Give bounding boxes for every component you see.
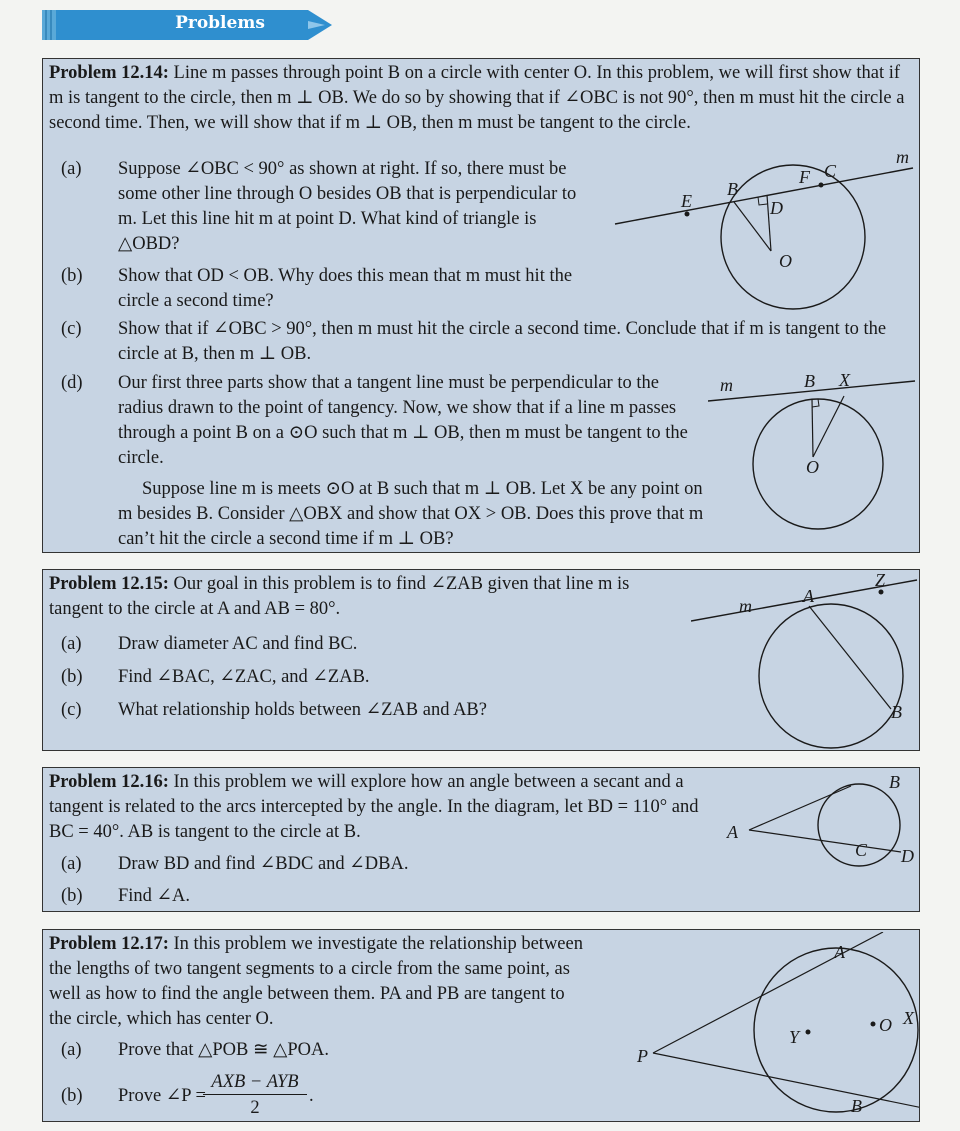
section-header <box>42 10 332 40</box>
problem-12-16 <box>42 767 920 912</box>
figure-tangent-chord <box>691 572 919 750</box>
section-title: Problems <box>175 13 265 33</box>
label-F: F <box>799 167 810 187</box>
figure-two-tangents <box>583 932 919 1120</box>
problem-12-17-intro <box>49 932 589 1032</box>
part-text: Find ∠BAC, ∠ZAC, and ∠ZAB. <box>118 667 370 687</box>
problem-12-14 <box>42 58 920 553</box>
part-d-continued <box>118 477 708 552</box>
problem-12-15 <box>42 569 920 751</box>
problem-title: Problem 12.16: <box>49 772 169 792</box>
figure-secant-tangent <box>723 770 919 910</box>
part-text: Show that if ∠OBC > 90°, then m must hit the circle a second time. Conclude that if m is tangent to the circle at B, then m ⊥ OB. <box>118 319 887 364</box>
label-E: E <box>681 191 692 211</box>
part-text: Suppose line m is meets ⊙O at B such that m ⊥ OB. Let X be any point on m besides B. Consider △OBX and show that OX > OB. Does this prove that m can’t hit the circle a second time if m ⊥ OB? <box>118 479 704 549</box>
label-D: D <box>770 198 783 218</box>
label-A: A <box>803 586 814 606</box>
part-label: (b) <box>61 266 83 286</box>
problem-intro-text: Our goal in this problem is to find ∠ZAB given that line m is tangent to the circle at A and AB = 80°. <box>49 574 630 619</box>
fraction-denominator: 2 <box>250 1098 260 1118</box>
part-text: Suppose ∠OBC < 90° as shown at right. If so, there must be some other line through O besides OB that is perpendicular to m. Let this line hit m at point D. What kind of triangle is △OBD? <box>118 159 577 254</box>
problem-intro-text: In this problem we investigate the relationship between the lengths of two tangent segments to a circle from the same point, as well as how to find the angle between them. PA and PB are tangent to the circle, which has center O. <box>49 934 583 1029</box>
part-text: Prove that △POB ≅ △POA. <box>118 1040 329 1060</box>
label-O: O <box>879 1015 892 1035</box>
part-label: (a) <box>61 854 82 874</box>
figure-perpendicular-radius <box>708 369 920 544</box>
label-X: X <box>903 1008 914 1028</box>
problem-12-17 <box>42 929 920 1122</box>
label-m: m <box>739 596 752 616</box>
problem-intro-text: Line m passes through point B on a circle with center O. In this problem, we will first show that if m is tangent to the circle, then m ⊥ OB. We do so by showing that if ∠OBC is not 90°, then m must hit the circle a second time. Then, we will show that if m ⊥ OB, then m must be tangent to the circle. <box>49 63 905 133</box>
part-label: (a) <box>61 1040 82 1060</box>
part-text: Find ∠A. <box>118 886 191 906</box>
problem-12-14-intro <box>49 61 915 136</box>
problem-title: Problem 12.15: <box>49 574 169 594</box>
figure-tangent-angle <box>603 151 919 316</box>
label-m: m <box>896 151 909 167</box>
part-b <box>61 1070 581 1122</box>
part-text: Our first three parts show that a tangent line must be perpendicular to the radius drawn to the point of tangency. Now, we show that if a line m passes through a point B on a ⊙O such that m ⊥ OB, then m must be tangent to the circle. <box>118 373 688 468</box>
label-C: C <box>855 840 868 860</box>
part-label: (d) <box>61 373 83 393</box>
label-B: B <box>889 772 900 792</box>
label-P: P <box>637 1046 648 1066</box>
part-label: (b) <box>61 1086 83 1106</box>
label-X: X <box>839 370 850 390</box>
label-O: O <box>779 251 792 271</box>
problem-intro-text: In this problem we will explore how an angle between a secant and a tangent is related to the arcs intercepted by the angle. In the diagram, let BD = 110° and BC = 40°. AB is tangent to the circle at B. <box>49 772 699 842</box>
problem-12-16-intro <box>49 770 719 845</box>
label-D: D <box>901 846 914 866</box>
part-label: (a) <box>61 634 82 654</box>
label-C: C <box>824 161 837 181</box>
part-label: (a) <box>61 159 82 179</box>
label-Y: Y <box>789 1027 800 1047</box>
part-label: (c) <box>61 700 82 720</box>
part-text: Draw diameter AC and find BC. <box>118 634 358 654</box>
label-m: m <box>720 375 733 395</box>
label-B: B <box>851 1096 862 1116</box>
part-text: Draw BD and find ∠BDC and ∠DBA. <box>118 854 409 874</box>
problem-12-15-intro <box>49 572 679 622</box>
problem-title: Problem 12.17: <box>49 934 169 954</box>
label-A: A <box>834 942 845 962</box>
label-A: A <box>727 822 738 842</box>
part-label: (c) <box>61 319 82 339</box>
part-text: . <box>309 1086 314 1106</box>
label-B: B <box>891 702 902 722</box>
part-text: What relationship holds between ∠ZAB and AB? <box>118 700 487 720</box>
label-B: B <box>727 179 738 199</box>
label-O: O <box>806 457 819 477</box>
problem-title: Problem 12.14: <box>49 63 169 83</box>
fraction-numerator: AXB − AYB <box>203 1070 307 1095</box>
label-B: B <box>804 371 815 391</box>
part-text: Show that OD < OB. Why does this mean that m must hit the circle a second time? <box>118 266 573 311</box>
part-label: (b) <box>61 667 83 687</box>
part-text: Prove ∠P = <box>118 1086 206 1106</box>
part-label: (b) <box>61 886 83 906</box>
label-Z: Z <box>875 572 886 590</box>
